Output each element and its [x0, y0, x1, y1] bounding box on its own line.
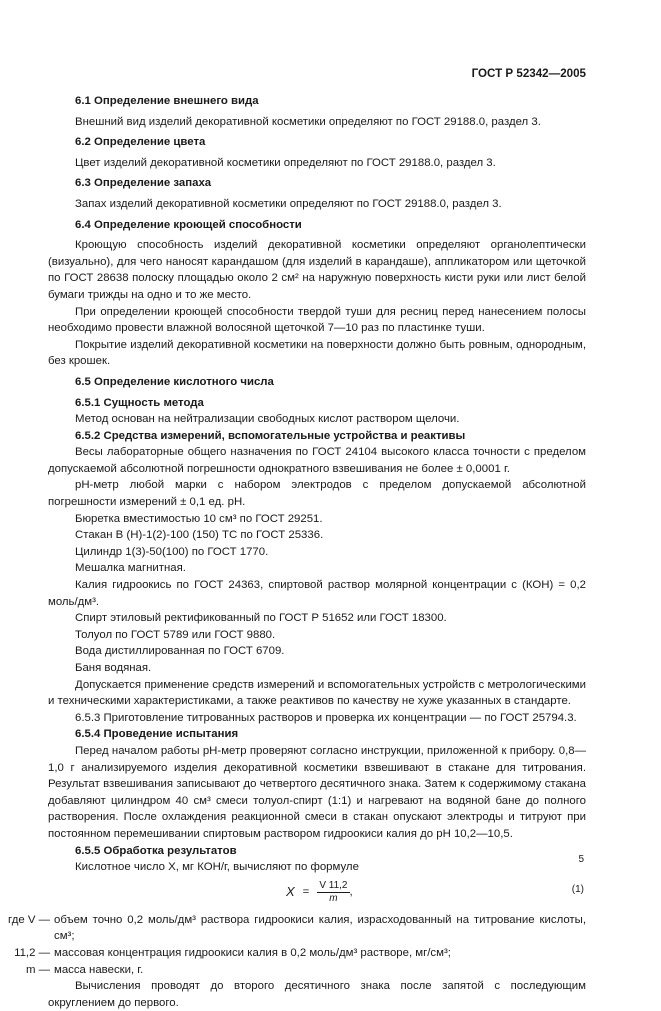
- section-6-3-title: 6.3 Определение запаха: [75, 177, 212, 190]
- section-6-4-title: 6.4 Определение кроющей способности: [75, 218, 302, 231]
- equipment-item: pH-метр любой марки с набором электродов с пределом допускаемой абсолютной погрешности измерений ± 0,1 ед. pH.: [48, 479, 586, 509]
- page-header: ГОСТ Р 52342—2005: [471, 67, 586, 80]
- section-6-4-paragraph: Кроющую способность изделий декоративной косметики определяют органолептически (визуально), для чего наносят карандашом (для изделий в карандаше), аппликатором или щеточкой по ГОСТ 28638 полоску площадью около 2 см² на наружную поверхность кисти руки или лист белой бумаги трижды на одно и то же место.: [48, 239, 586, 301]
- section-6-5-3: 6.5.3 Приготовление титрованных растворов и проверка их концентрации — по ГОСТ 25794.3.: [75, 711, 577, 724]
- section-6-5-4-title: 6.5.4 Проведение испытания: [75, 728, 239, 741]
- legend-term: где V —: [8, 913, 50, 926]
- formula-legend-item: [0, 962, 586, 979]
- section-6-5-title: 6.5 Определение кислотного числа: [75, 375, 274, 388]
- legend-term: m —: [25, 963, 50, 976]
- section-6-1-text: Внешний вид изделий декоративной косметики определяют по ГОСТ 29188.0, раздел 3.: [75, 115, 541, 128]
- formula-comma: ,: [349, 885, 353, 898]
- section-6-1-title: 6.1 Определение внешнего вида: [75, 95, 259, 107]
- document-body: [8, 93, 586, 1011]
- formula-lhs: X: [286, 883, 295, 899]
- equipment-item: Толуол по ГОСТ 5789 или ГОСТ 9880.: [75, 628, 276, 641]
- section-6-5-4-text: Перед началом работы pH-метр проверяют согласно инструкции, приложенной к прибору. 0,8—1,0 г анализируемого изделия декоративной косметики взвешивают в стакане для титрования. Результат взвешивания записывают до четвертого десятичного знака. Затем к содержимому стакана добавляют цилиндром 40 см³ смеси толуол-спирт (1:1) и нагревают на водяной бане до полного растворения. После охлаждения реакционной смеси в стакан опускают электроды и титруют при постоянном перемешивании спиртовым раствором гидроокиси калия до pH 10,2—10,5.: [48, 744, 586, 840]
- equipment-item: Вода дистиллированная по ГОСТ 6709.: [75, 645, 285, 658]
- formula-row: [48, 878, 586, 912]
- equipment-item: Цилиндр 1(3)-50(100) по ГОСТ 1770.: [75, 545, 269, 558]
- equipment-item: Калия гидроокись по ГОСТ 24363, спиртовой раствор молярной концентрации c (КОН) = 0,2 моль/дм³.: [48, 579, 586, 608]
- section-6-5-2-title: 6.5.2 Средства измерений, вспомогательные устройства и реактивы: [75, 429, 466, 442]
- equipment-item: Допускается применение средств измерений и вспомогательных устройств с метрологическими и техническими характеристиками, а также реактивов по качеству не хуже указанных в стандарте.: [48, 678, 586, 708]
- formula-legend-item: [0, 912, 586, 945]
- final-paragraph: Вычисления проводят до второго десятичного знака после запятой с последующим округлением до первого.: [48, 980, 586, 1009]
- page-number: 5: [578, 854, 584, 865]
- formula-numerator: V 11,2: [319, 879, 348, 891]
- section-6-5-5-title: 6.5.5 Обработка результатов: [75, 844, 237, 857]
- formula-denominator: m: [329, 892, 338, 904]
- equipment-item: Весы лабораторные общего назначения по ГОСТ 24104 высокого класса точности с пределом допускаемой абсолютной погрешности однократного взвешивания не более ± 0,0001 г.: [48, 446, 586, 475]
- equipment-item: Стакан В (Н)-1(2)-100 (150) ТС по ГОСТ 25336.: [75, 529, 324, 542]
- legend-description: масса навески, г.: [54, 963, 144, 976]
- section-6-5-1-title: 6.5.1 Сущность метода: [75, 396, 204, 409]
- section-6-3-text: Запах изделий декоративной косметики определяют по ГОСТ 29188.0, раздел 3.: [75, 197, 502, 210]
- formula-legend-item: [0, 945, 586, 962]
- formula-equals: =: [302, 885, 310, 898]
- section-6-2-text: Цвет изделий декоративной косметики определяют по ГОСТ 29188.0, раздел 3.: [75, 156, 496, 169]
- acid-number-formula: [286, 880, 353, 905]
- equipment-item: Бюретка вместимостью 10 см³ по ГОСТ 29251.: [75, 512, 323, 525]
- legend-description: объем точно 0,2 моль/дм³ раствора гидроокиси калия, израсходованный на титрование кислоты, см³;: [54, 913, 586, 943]
- section-6-4-paragraph: Покрытие изделий декоративной косметики на поверхности должно быть ровным, однородным, без крошек.: [48, 338, 586, 368]
- equipment-item: Спирт этиловый ректификованный по ГОСТ Р 51652 или ГОСТ 18300.: [75, 612, 447, 625]
- section-6-5-1-text: Метод основан на нейтрализации свободных кислот раствором щелочи.: [75, 413, 460, 426]
- equipment-item: Мешалка магнитная.: [75, 562, 186, 575]
- section-6-4-paragraph: При определении кроющей способности твердой туши для ресниц перед нанесением полосы необходимо провести влажной волосяной щеточкой 7—10 раз по пластинке туши.: [48, 305, 586, 335]
- equipment-item: Баня водяная.: [75, 662, 152, 674]
- legend-description: массовая концентрация гидроокиси калия в 0,2 моль/дм³ растворе, мг/см³;: [54, 946, 451, 959]
- section-6-2-title: 6.2 Определение цвета: [75, 136, 206, 149]
- formula-number: (1): [571, 883, 584, 895]
- section-6-5-5-text: Кислотное число X, мг КОН/г, вычисляют по формуле: [75, 861, 359, 874]
- formula-fraction: [317, 880, 349, 905]
- legend-term: 11,2 —: [14, 946, 50, 959]
